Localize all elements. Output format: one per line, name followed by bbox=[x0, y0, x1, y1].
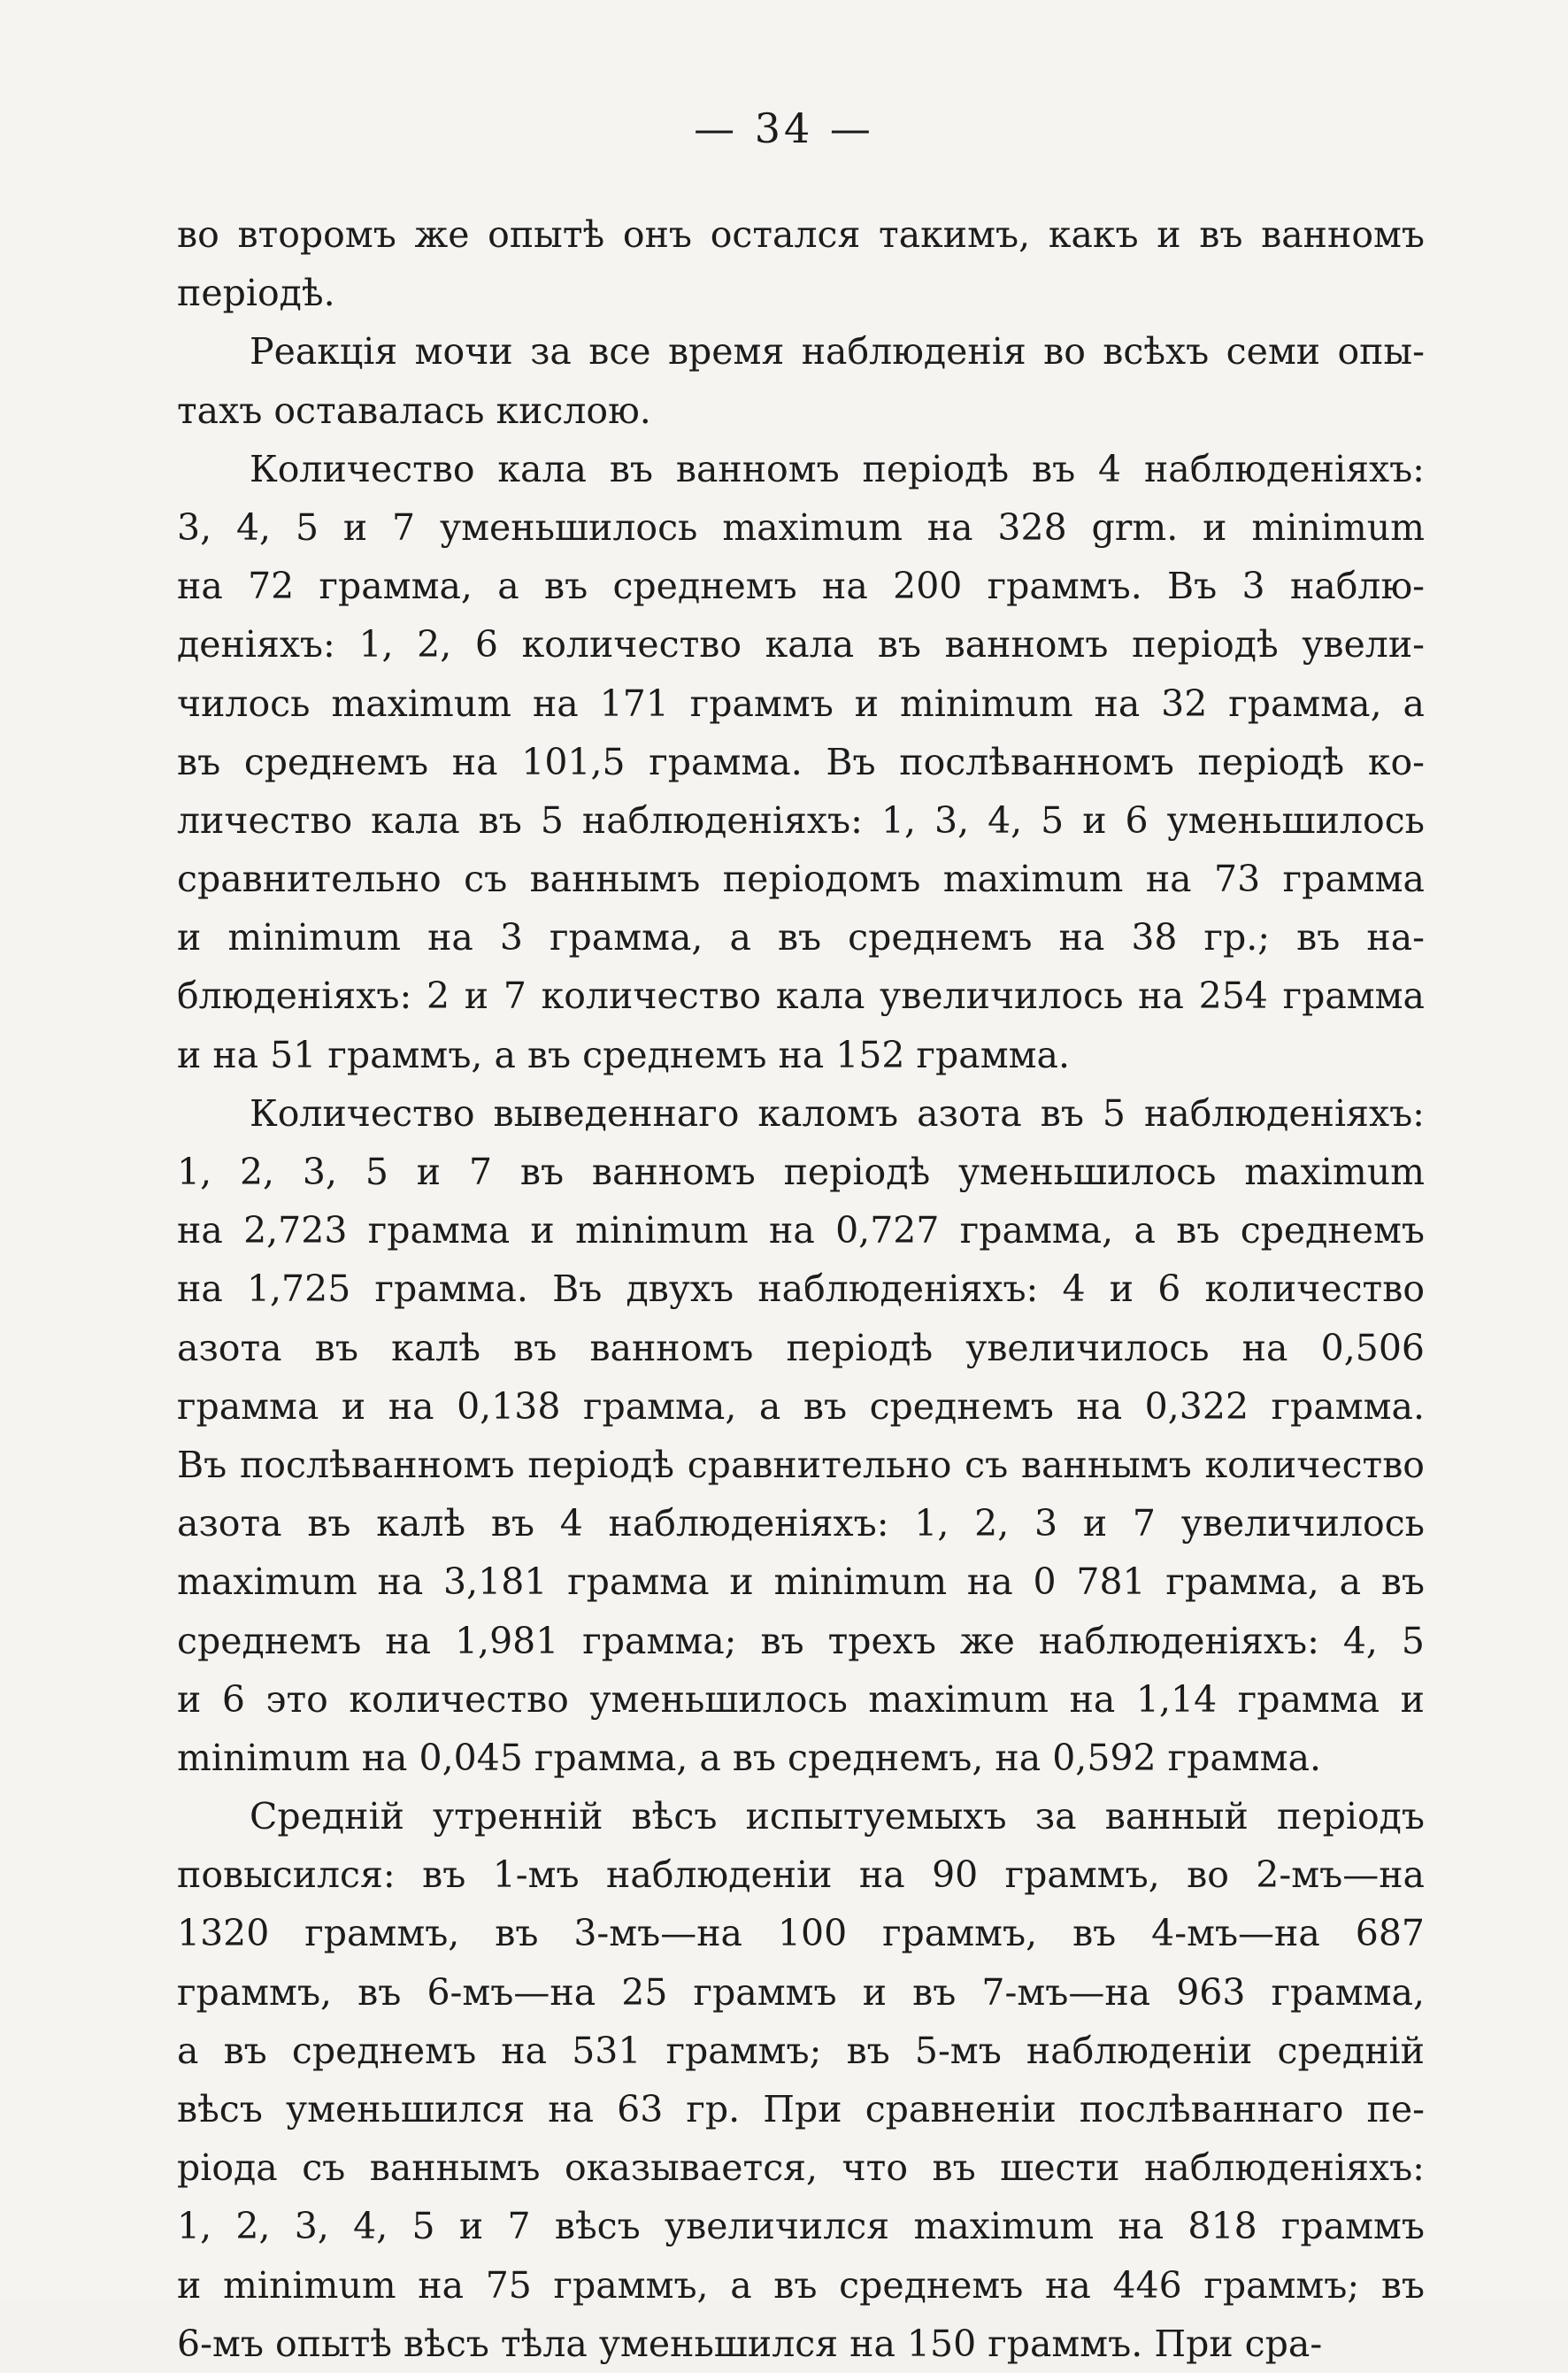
body-text bbox=[177, 205, 1425, 2373]
text-line: сравнительно съ ваннымъ періодомъ maximum на 73 грамма bbox=[177, 858, 1425, 901]
text-line: 6-мъ опытѣ вѣсъ тѣла уменьшился на 150 граммъ. При сра- bbox=[177, 2322, 1323, 2365]
text-line: повысился: въ 1-мъ наблюденіи на 90 граммъ, во 2-мъ—на bbox=[177, 1853, 1425, 1897]
text-line: на 2,723 грамма и minimum на 0,727 грамма, а въ среднемъ bbox=[177, 1209, 1425, 1252]
text-line: среднемъ на 1,981 грамма; въ трехъ же наблюденіяхъ: 4, 5 bbox=[177, 1619, 1425, 1662]
text-line: ріода съ ваннымъ оказывается, что въ шести наблюденіяхъ: bbox=[177, 2146, 1425, 2190]
paragraph bbox=[177, 322, 1425, 439]
text-line: Количество кала въ ванномъ періодѣ въ 4 наблюденіяхъ: bbox=[250, 447, 1425, 490]
text-line: вѣсъ уменьшился на 63 гр. При сравненіи послѣваннаго пе- bbox=[177, 2088, 1425, 2130]
text-line: и minimum на 3 грамма, а въ среднемъ на 38 гр.; въ на- bbox=[177, 916, 1425, 959]
text-line: 1320 граммъ, въ 3-мъ—на 100 граммъ, въ 4-мъ—на 687 bbox=[177, 1912, 1425, 1955]
text-line: и на 51 граммъ, а въ среднемъ на 152 грамма. bbox=[177, 1033, 1070, 1076]
paragraph bbox=[177, 440, 1425, 1084]
text-line: азота въ калѣ въ ванномъ періодѣ увеличилось на 0,506 bbox=[177, 1326, 1425, 1369]
text-line: 1, 2, 3, 5 и 7 въ ванномъ періодѣ уменьшилось maximum bbox=[177, 1151, 1425, 1193]
text-line: тахъ оставалась кислою. bbox=[177, 389, 651, 432]
text-line: чилось maximum на 171 граммъ и minimum на 32 грамма, а bbox=[177, 682, 1425, 725]
text-line: на 72 грамма, а въ среднемъ на 200 граммъ. Въ 3 наблю- bbox=[177, 565, 1425, 608]
paragraph bbox=[177, 205, 1425, 322]
paragraph bbox=[177, 1787, 1425, 2373]
text-line: а въ среднемъ на 531 граммъ; въ 5-мъ наблюденіи средній bbox=[177, 2029, 1425, 2072]
text-line: азота въ калѣ въ 4 наблюденіяхъ: 1, 2, 3 и 7 увеличилось bbox=[177, 1502, 1425, 1545]
text-line: періодѣ. bbox=[177, 272, 335, 315]
text-line: 3, 4, 5 и 7 уменьшилось maximum на 328 grm. и minimum bbox=[177, 505, 1425, 549]
text-line: и minimum на 75 граммъ, а въ среднемъ на 446 граммъ; въ bbox=[177, 2263, 1425, 2307]
text-line: блюденіяхъ: 2 и 7 количество кала увеличилось на 254 грамма bbox=[177, 975, 1425, 1018]
text-line: личество кала въ 5 наблюденіяхъ: 1, 3, 4, 5 и 6 уменьшилось bbox=[177, 798, 1425, 842]
text-line: Реакція мочи за все время наблюденія во всѣхъ семи опы- bbox=[250, 330, 1425, 374]
text-line: на 1,725 грамма. Въ двухъ наблюденіяхъ: 4 и 6 количество bbox=[177, 1267, 1425, 1311]
text-line: minimum на 0,045 грамма, а въ среднемъ, на 0,592 грамма. bbox=[177, 1736, 1322, 1779]
text-line: во второмъ же опытѣ онъ остался такимъ, какъ и въ ванномъ bbox=[177, 213, 1425, 256]
text-line: деніяхъ: 1, 2, 6 количество кала въ ванномъ періодѣ увели- bbox=[177, 623, 1425, 666]
text-line: грамма и на 0,138 грамма, а въ среднемъ на 0,322 грамма. bbox=[177, 1384, 1425, 1428]
text-line: Въ послѣванномъ періодѣ сравнительно съ ваннымъ количество bbox=[177, 1443, 1425, 1486]
text-line: Количество выведеннаго каломъ азота въ 5 наблюденіяхъ: bbox=[250, 1091, 1425, 1135]
text-line: въ среднемъ на 101,5 грамма. Въ послѣванномъ періодѣ ко- bbox=[177, 740, 1425, 783]
text-line: Средній утренній вѣсъ испытуемыхъ за ванный періодъ bbox=[250, 1795, 1425, 1838]
page-number: — 34 — bbox=[694, 104, 874, 152]
text-line: maximum на 3,181 грамма и minimum на 0 781 грамма, а въ bbox=[177, 1560, 1425, 1604]
text-line: 1, 2, 3, 4, 5 и 7 вѣсъ увеличился maximum на 818 граммъ bbox=[177, 2205, 1425, 2248]
paragraph bbox=[177, 1084, 1425, 1787]
text-line: граммъ, въ 6-мъ—на 25 граммъ и въ 7-мъ—на 963 грамма, bbox=[177, 1970, 1425, 2014]
text-line: и 6 это количество уменьшилось maximum на 1,14 грамма и bbox=[177, 1677, 1425, 1721]
